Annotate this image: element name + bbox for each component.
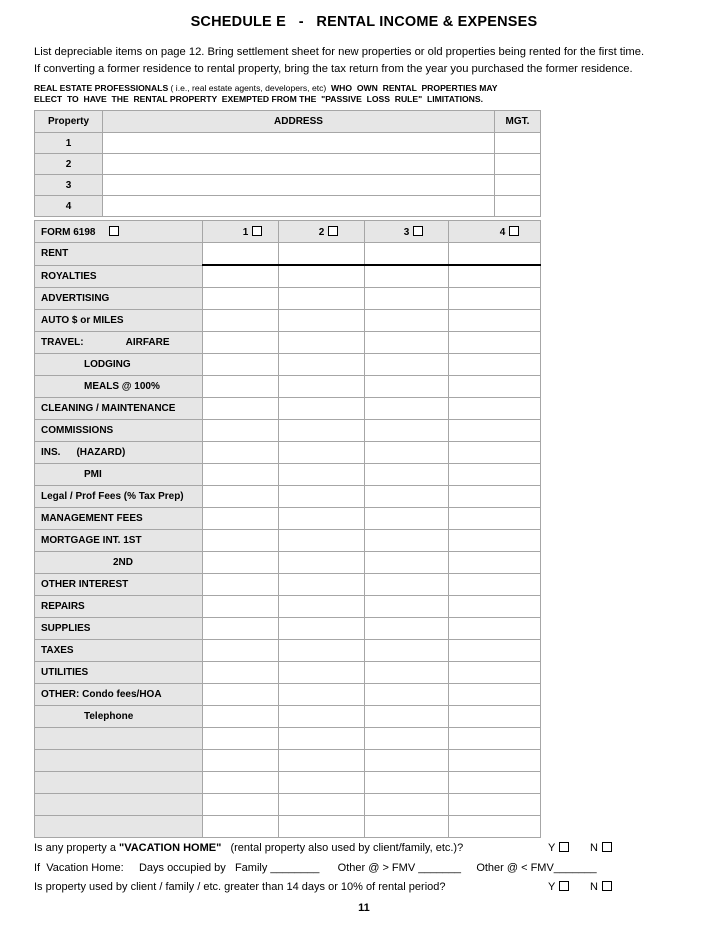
expense-label: TAXES <box>35 640 203 662</box>
amount-field-1[interactable] <box>203 530 279 552</box>
blank-label-cell[interactable] <box>35 750 203 772</box>
amount-field-3[interactable] <box>365 265 449 288</box>
amount-field-3[interactable] <box>365 464 449 486</box>
rep-bold-1: REAL ESTATE PROFESSIONALS <box>34 83 169 93</box>
amount-field-3[interactable] <box>365 794 449 816</box>
amount-field-3[interactable] <box>365 618 449 640</box>
page-title: SCHEDULE E - RENTAL INCOME & EXPENSES <box>190 14 538 30</box>
vacation-yes-checkbox[interactable] <box>559 842 569 852</box>
property-header: Property <box>35 111 103 133</box>
amount-field-3[interactable] <box>365 552 449 574</box>
amount-field-2[interactable] <box>279 265 365 288</box>
amount-field-2[interactable] <box>279 772 365 794</box>
amount-field-3[interactable] <box>365 398 449 420</box>
amount-field-4[interactable] <box>449 662 541 684</box>
amount-field-4[interactable] <box>449 376 541 398</box>
amount-field-1[interactable] <box>203 486 279 508</box>
expense-label: OTHER: Condo fees/HOA <box>35 684 203 706</box>
expense-label: RENT <box>35 243 203 266</box>
amount-field-4[interactable] <box>449 420 541 442</box>
vacation-question: Is any property a "VACATION HOME" (rental property also used by client/family, etc.)? <box>34 842 464 854</box>
usage-no: N <box>590 881 612 893</box>
amount-field-3[interactable] <box>365 728 449 750</box>
expense-label: AUTO $ or MILES <box>35 310 203 332</box>
page-number: 11 <box>358 902 370 914</box>
amount-field-4[interactable] <box>449 728 541 750</box>
amount-field-1[interactable] <box>203 288 279 310</box>
amount-field-2[interactable] <box>279 552 365 574</box>
amount-field-2[interactable] <box>279 662 365 684</box>
amount-field-1[interactable] <box>203 574 279 596</box>
amount-field-4[interactable] <box>449 772 541 794</box>
expense-label: REPAIRS <box>35 596 203 618</box>
mgt-field[interactable] <box>495 133 541 154</box>
amount-field-1[interactable] <box>203 772 279 794</box>
form-6198-label: FORM 6198 <box>35 221 203 243</box>
amount-field-4[interactable] <box>449 706 541 728</box>
expense-label: CLEANING / MAINTENANCE <box>35 398 203 420</box>
amount-field-1[interactable] <box>203 354 279 376</box>
amount-field-2[interactable] <box>279 596 365 618</box>
amount-field-2[interactable] <box>279 398 365 420</box>
amount-field-4[interactable] <box>449 750 541 772</box>
vacation-yes: Y <box>548 842 569 854</box>
expense-label: COMMISSIONS <box>35 420 203 442</box>
amount-field-2[interactable] <box>279 420 365 442</box>
amount-field-1[interactable] <box>203 640 279 662</box>
col-2-checkbox[interactable] <box>328 226 338 236</box>
amount-field-1[interactable] <box>203 728 279 750</box>
usage-no-checkbox[interactable] <box>602 881 612 891</box>
amount-field-4[interactable] <box>449 618 541 640</box>
blank-label-cell[interactable] <box>35 772 203 794</box>
amount-field-2[interactable] <box>279 442 365 464</box>
expense-label: MEALS @ 100% <box>35 376 203 398</box>
col-4-checkbox[interactable] <box>509 226 519 236</box>
amount-field-4[interactable] <box>449 794 541 816</box>
address-field[interactable] <box>103 175 495 196</box>
amount-field-1[interactable] <box>203 442 279 464</box>
expense-label: ROYALTIES <box>35 265 203 288</box>
amount-field-3[interactable] <box>365 816 449 838</box>
amount-field-3[interactable] <box>365 662 449 684</box>
amount-field-4[interactable] <box>449 464 541 486</box>
amount-field-1[interactable] <box>203 596 279 618</box>
amount-field-3[interactable] <box>365 420 449 442</box>
amount-field-3[interactable] <box>365 486 449 508</box>
property-table <box>34 110 541 217</box>
amount-field-3[interactable] <box>365 442 449 464</box>
amount-field-2[interactable] <box>279 464 365 486</box>
amount-field-1[interactable] <box>203 508 279 530</box>
amount-field-3[interactable] <box>365 530 449 552</box>
col-header-1: 1 <box>203 221 279 243</box>
intro-line-1: List depreciable items on page 12. Bring settlement sheet for new properties or old properties being rented for the first time. <box>34 46 645 58</box>
col-header-4: 4 <box>449 221 541 243</box>
expense-label: Telephone <box>35 706 203 728</box>
vacation-home-label: "VACATION HOME" <box>119 842 222 854</box>
amount-field-3[interactable] <box>365 288 449 310</box>
form-6198-checkbox[interactable] <box>109 226 119 236</box>
amount-field-2[interactable] <box>279 376 365 398</box>
amount-field-1[interactable] <box>203 332 279 354</box>
amount-field-4[interactable] <box>449 486 541 508</box>
amount-field-3[interactable] <box>365 508 449 530</box>
amount-field-3[interactable] <box>365 750 449 772</box>
amount-field-4[interactable] <box>449 442 541 464</box>
amount-field-2[interactable] <box>279 574 365 596</box>
amount-field-2[interactable] <box>279 243 365 266</box>
vacation-no-checkbox[interactable] <box>602 842 612 852</box>
real-estate-note-line-2: ELECT TO HAVE THE RENTAL PROPERTY EXEMPTED FROM THE "PASSIVE LOSS RULE" LIMITATIONS. <box>34 94 484 104</box>
expense-label: 2ND <box>35 552 203 574</box>
amount-field-2[interactable] <box>279 508 365 530</box>
amount-field-2[interactable] <box>279 728 365 750</box>
amount-field-1[interactable] <box>203 684 279 706</box>
amount-field-4[interactable] <box>449 354 541 376</box>
amount-field-2[interactable] <box>279 354 365 376</box>
amount-field-1[interactable] <box>203 398 279 420</box>
mgt-field[interactable] <box>495 175 541 196</box>
expense-label: MORTGAGE INT. 1ST <box>35 530 203 552</box>
amount-field-3[interactable] <box>365 243 449 266</box>
rep-bold-2: WHO OWN RENTAL PROPERTIES MAY <box>328 83 498 93</box>
expense-label: ADVERTISING <box>35 288 203 310</box>
usage-yes-checkbox[interactable] <box>559 881 569 891</box>
amount-field-4[interactable] <box>449 684 541 706</box>
amount-field-2[interactable] <box>279 816 365 838</box>
usage-yes: Y <box>548 881 569 893</box>
amount-field-3[interactable] <box>365 772 449 794</box>
amount-field-2[interactable] <box>279 310 365 332</box>
amount-field-1[interactable] <box>203 376 279 398</box>
amount-field-1[interactable] <box>203 706 279 728</box>
blank-label-cell[interactable] <box>35 816 203 838</box>
expense-label: OTHER INTEREST <box>35 574 203 596</box>
expense-label: MANAGEMENT FEES <box>35 508 203 530</box>
amount-field-4[interactable] <box>449 310 541 332</box>
amount-field-3[interactable] <box>365 574 449 596</box>
mgt-field[interactable] <box>495 196 541 217</box>
expense-label: UTILITIES <box>35 662 203 684</box>
expense-label: SUPPLIES <box>35 618 203 640</box>
address-field[interactable] <box>103 133 495 154</box>
amount-field-2[interactable] <box>279 530 365 552</box>
amount-field-3[interactable] <box>365 596 449 618</box>
income-expense-table <box>34 220 541 838</box>
amount-field-2[interactable] <box>279 618 365 640</box>
expense-label: TRAVEL: AIRFARE <box>35 332 203 354</box>
blank-label-cell[interactable] <box>35 794 203 816</box>
rep-normal: ( i.e., real estate agents, developers, etc) <box>168 83 329 93</box>
address-field[interactable] <box>103 154 495 175</box>
amount-field-2[interactable] <box>279 794 365 816</box>
hazard-label: (HAZARD) <box>76 447 126 458</box>
amount-field-1[interactable] <box>203 750 279 772</box>
amount-field-4[interactable] <box>449 574 541 596</box>
amount-field-4[interactable] <box>449 288 541 310</box>
property-number: 1 <box>35 133 103 154</box>
amount-field-4[interactable] <box>449 508 541 530</box>
property-number: 3 <box>35 175 103 196</box>
amount-field-1[interactable] <box>203 552 279 574</box>
col-1-checkbox[interactable] <box>252 226 262 236</box>
amount-field-2[interactable] <box>279 684 365 706</box>
amount-field-4[interactable] <box>449 530 541 552</box>
airfare-label: AIRFARE <box>125 337 170 348</box>
mgt-field[interactable] <box>495 154 541 175</box>
mgt-header: MGT. <box>495 111 541 133</box>
expense-label: INS. (HAZARD) <box>35 442 203 464</box>
vacation-days-line: If Vacation Home: Days occupied by Family ________ Other @ > FMV _______ Other @ < FMV_______ <box>34 862 597 874</box>
amount-field-3[interactable] <box>365 332 449 354</box>
real-estate-note-line-1 <box>34 83 498 93</box>
amount-field-4[interactable] <box>449 596 541 618</box>
property-number: 4 <box>35 196 103 217</box>
intro-line-2: If converting a former residence to rental property, bring the tax return from the year you purchased the former residence. <box>34 63 633 75</box>
amount-field-2[interactable] <box>279 288 365 310</box>
amount-field-4[interactable] <box>449 243 541 266</box>
amount-field-3[interactable] <box>365 310 449 332</box>
expense-label: PMI <box>35 464 203 486</box>
amount-field-4[interactable] <box>449 816 541 838</box>
amount-field-1[interactable] <box>203 420 279 442</box>
amount-field-1[interactable] <box>203 794 279 816</box>
property-number: 2 <box>35 154 103 175</box>
col-3-checkbox[interactable] <box>413 226 423 236</box>
usage-question: Is property used by client / family / etc. greater than 14 days or 10% of rental period? <box>34 881 446 893</box>
amount-field-3[interactable] <box>365 376 449 398</box>
amount-field-2[interactable] <box>279 486 365 508</box>
col-header-2: 2 <box>279 221 365 243</box>
amount-field-1[interactable] <box>203 464 279 486</box>
amount-field-3[interactable] <box>365 354 449 376</box>
amount-field-1[interactable] <box>203 618 279 640</box>
amount-field-4[interactable] <box>449 552 541 574</box>
address-header: ADDRESS <box>103 111 495 133</box>
amount-field-2[interactable] <box>279 640 365 662</box>
amount-field-2[interactable] <box>279 750 365 772</box>
col-header-3: 3 <box>365 221 449 243</box>
amount-field-4[interactable] <box>449 640 541 662</box>
amount-field-3[interactable] <box>365 640 449 662</box>
expense-label: LODGING <box>35 354 203 376</box>
amount-field-3[interactable] <box>365 684 449 706</box>
amount-field-1[interactable] <box>203 662 279 684</box>
vacation-no: N <box>590 842 612 854</box>
amount-field-1[interactable] <box>203 310 279 332</box>
amount-field-2[interactable] <box>279 706 365 728</box>
blank-label-cell[interactable] <box>35 728 203 750</box>
amount-field-4[interactable] <box>449 332 541 354</box>
address-field[interactable] <box>103 196 495 217</box>
expense-label: Legal / Prof Fees (% Tax Prep) <box>35 486 203 508</box>
amount-field-3[interactable] <box>365 706 449 728</box>
amount-field-1[interactable] <box>203 243 279 266</box>
amount-field-4[interactable] <box>449 265 541 288</box>
amount-field-4[interactable] <box>449 398 541 420</box>
amount-field-1[interactable] <box>203 265 279 288</box>
amount-field-2[interactable] <box>279 332 365 354</box>
amount-field-1[interactable] <box>203 816 279 838</box>
